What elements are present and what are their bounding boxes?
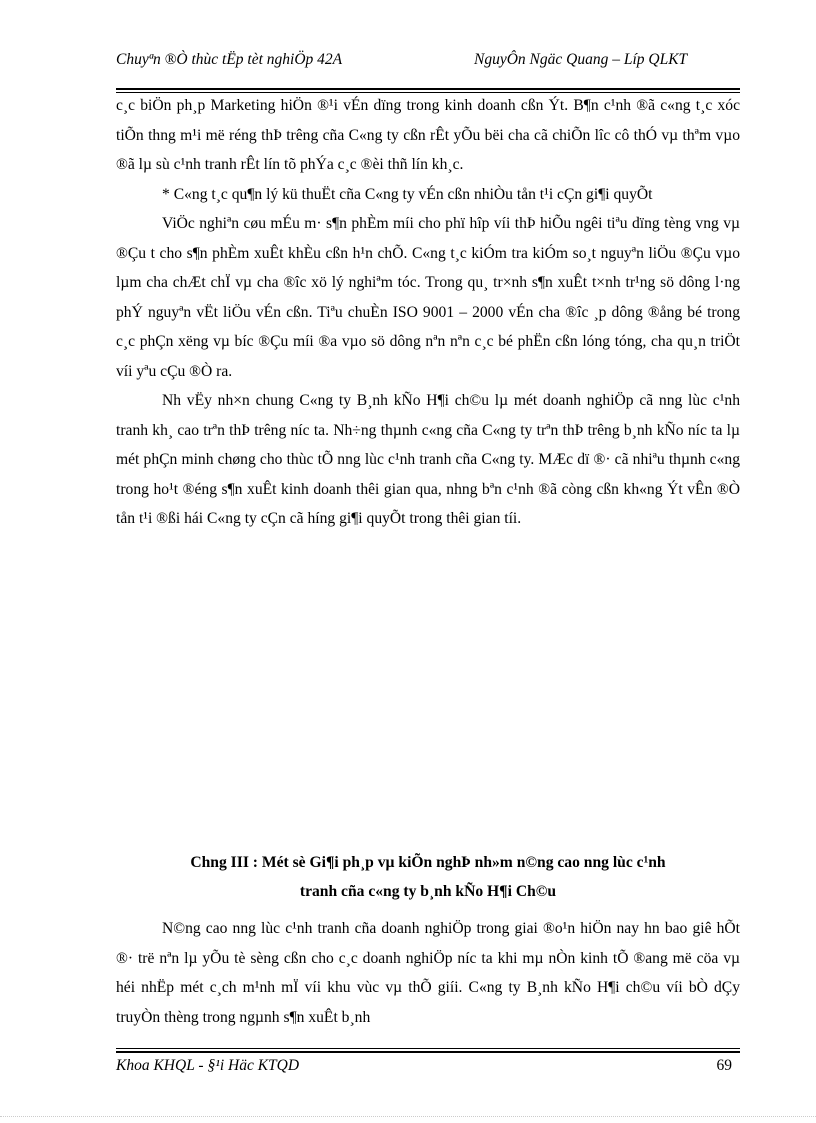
paragraph-research: ViÖc nghiªn cøu mÉu m· s¶n phÈm míi cho phï hîp víi thÞ hiÕu ngêi tiªu dïng tèng vng vµ ®Çu t cho s¶n phÈm xuÊt khÈu cßn h¹n chÕ. C«ng t¸c kiÓm tra kiÓm so¸t nguyªn liÖu ®Çu vµo lµm cha chÆt chÏ vµ cha ®îc xö lý nghiªm tóc. Trong qu¸ tr×nh s¶n xuÊt t×nh tr¹ng sö dông l·ng phÝ nguyªn vËt liÖu vÉn cßn. Tiªu chuÈn ISO 9001 – 2000 vÉn cha ®îc ¸p dông ®ång bé trong c¸c phÇn xëng vµ bíc ®Çu míi ®a vµo sö dông nªn nªn c¸c bé phËn cßn lóng tóng, cha qu¸n triÖt víi yªu cÇu ®Ò ra. <box>116 215 740 380</box>
page-bottom-border <box>0 1116 816 1117</box>
chapter-title-line-1: Chng III : Mét sè Gi¶i ph¸p vµ kiÕn nghÞ nh»m n©ng cao nng lùc c¹nh <box>190 854 666 871</box>
paragraph-tech-management: * C«ng t¸c qu¶n lý kü thuËt cña C«ng ty vÉn cßn nhiÒu tån t¹i cÇn gi¶i quyÕt <box>162 185 653 203</box>
footer-rule-thick <box>116 1051 740 1053</box>
body-text-after <box>116 914 740 1032</box>
footer-faculty: Khoa KHQL - §¹i Häc KTQD <box>116 1057 300 1074</box>
footer-rule-thin <box>116 1048 740 1049</box>
header-thesis-title: Chuyªn ®Ò thùc tËp tèt nghiÖp 42A <box>116 51 343 68</box>
page-number: 69 <box>716 1057 732 1074</box>
header-rule-thick <box>116 88 740 90</box>
paragraph-chapter-intro: N©ng cao nng lùc c¹nh tranh cña doanh nghiÖp trong giai ®o¹n hiÖn nay hn bao giê hÕt ®· trë nªn lµ yÕu tè sèng cßn cho c¸c doanh nghiÖp níc ta khi mµ nÒn kinh tÕ ®ang më cöa vµ héi nhËp mét c¸ch m¹nh mÏ víi khu vùc vµ thÕ giíi. C«ng ty B¸nh kÑo H¶i ch©u víi bÒ dÇy truyÒn thèng trong ngµnh s¶n xuÊt b¸nh <box>116 920 740 1026</box>
body-text-before <box>116 91 740 534</box>
paragraph-continuation: c¸c biÖn ph¸p Marketing hiÖn ®¹i vÉn dïng trong kinh doanh cßn Ýt. B¶n c¹nh ®ã c«ng t¸c xóc tiÕn thng m¹i më réng thÞ trêng cña C«ng ty cßn rÊt yÕu bëi cha cã chiÕn lîc cô thÓ vµ thªm vµo ®ã lµ sù c¹nh tranh rÊt lín tõ phÝa c¸c ®èi thñ lín kh¸c. <box>116 97 740 173</box>
chapter-title-line-2: tranh cña c«ng ty b¸nh kÑo H¶i Ch©u <box>299 883 557 900</box>
paragraph-summary: Nh vËy nh×n chung C«ng ty B¸nh kÑo H¶i ch©u lµ mét doanh nghiÖp cã nng lùc c¹nh tranh kh¸ cao trªn thÞ trêng níc ta. Nh÷ng thµnh c«ng cña C«ng ty trªn thÞ trêng b¸nh kÑo níc ta lµ mét phÇn minh chøng cho thùc tÕ nng lùc c¹nh tranh cña C«ng ty. MÆc dï ®· cã nhiªu thµnh c«ng trong ho¹t ®éng s¶n xuÊt kinh doanh thêi gian qua, nhng bªn c¹nh ®ã còng cßn kh«ng Ýt vÊn ®Ò tån t¹i ®ßi hái C«ng ty cÇn cã híng gi¶i quyÕt trong thêi gian tíi. <box>116 392 740 527</box>
header-author: NguyÔn Ngäc Quang – Líp QLKT <box>474 51 688 68</box>
chapter-heading <box>116 848 740 906</box>
